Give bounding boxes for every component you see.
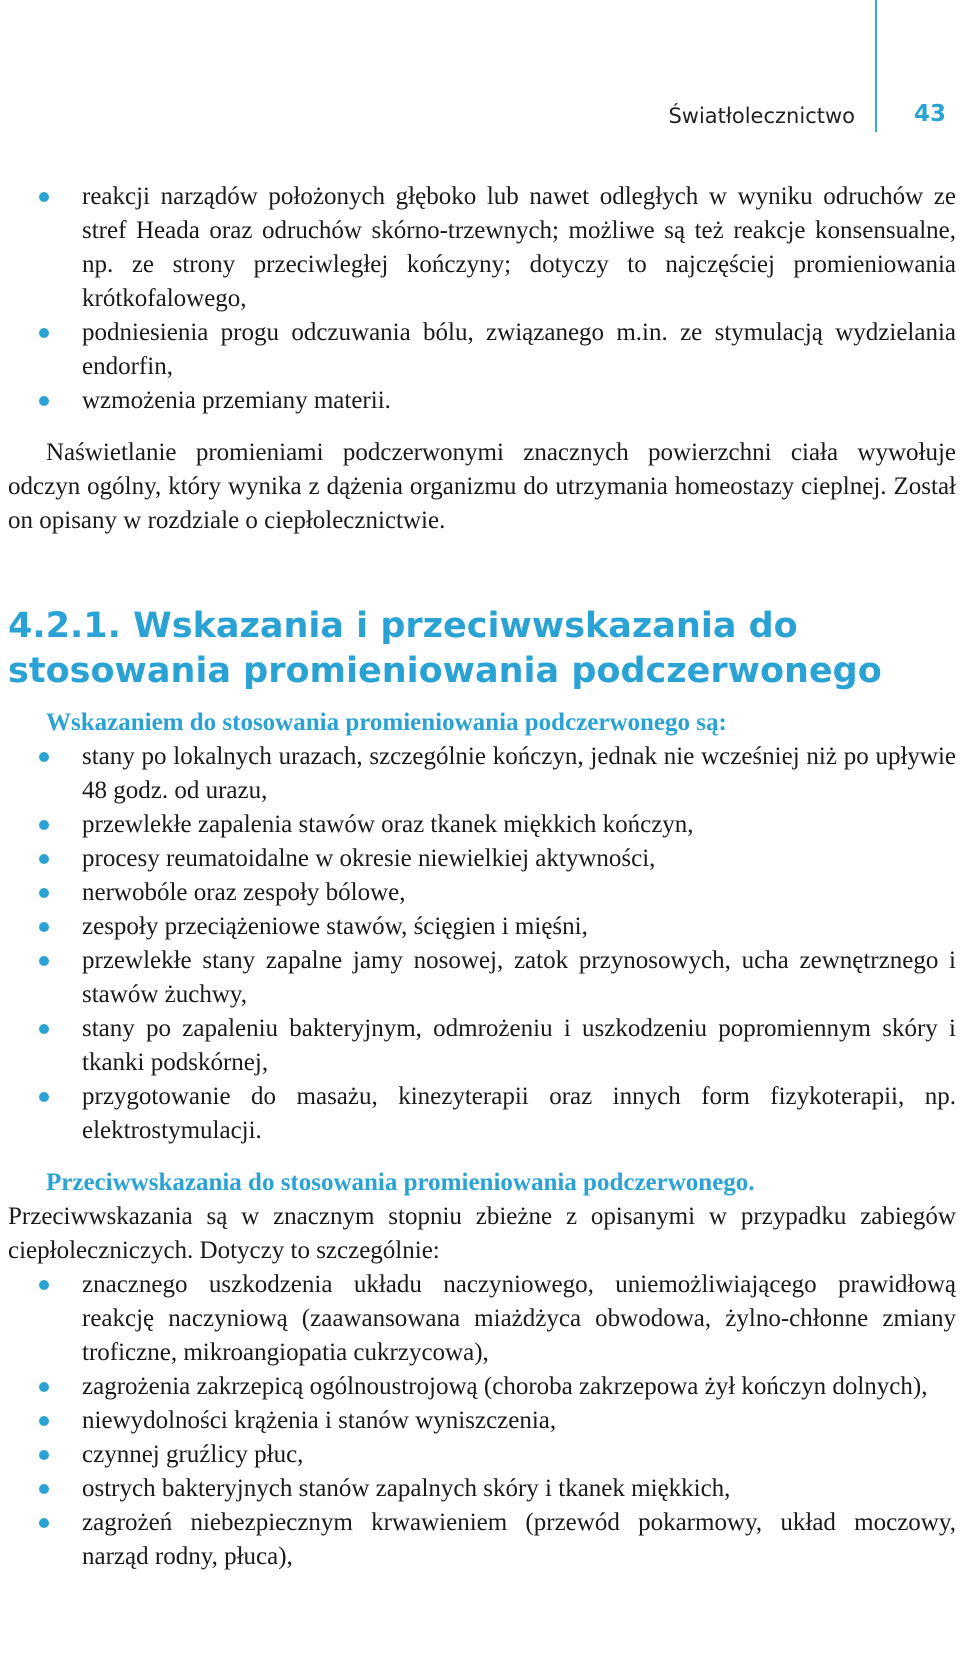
list-item: stany po lokalnych urazach, szczególnie kończyn, jednak nie wcześniej niż po upływie 48 godz. od urazu,	[8, 740, 956, 808]
bullet-icon	[39, 854, 49, 864]
list-item: ostrych bakteryjnych stanów zapalnych skóry i tkanek miękkich,	[8, 1472, 956, 1506]
bullet-icon	[39, 820, 49, 830]
bullet-icon	[39, 1484, 49, 1494]
bullet-icon	[39, 1092, 49, 1102]
list-item: stany po zapaleniu bakteryjnym, odmrożeniu i uszkodzeniu popromiennym skóry i tkanki podskórnej,	[8, 1012, 956, 1080]
section-heading	[8, 604, 956, 694]
list-item: wzmożenia przemiany materii.	[8, 384, 956, 418]
running-header	[0, 100, 960, 140]
list-item: przygotowanie do masażu, kinezyterapii oraz innych form fizykoterapii, np. elektrostymulacji.	[8, 1080, 956, 1148]
contraindications-heading: Przeciwwskazania do stosowania promieniowania podczerwonego.	[46, 1169, 755, 1196]
bullet-icon	[39, 1382, 49, 1392]
list-item: nerwobóle oraz zespoły bólowe,	[8, 876, 956, 910]
section-title: Wskazania i przeciwwskazania do stosowania promieniowania podczerwonego	[8, 606, 882, 691]
intro-list	[8, 180, 956, 418]
indications-list	[8, 740, 956, 1148]
bullet-icon	[39, 396, 49, 406]
list-item: procesy reumatoidalne w okresie niewielkiej aktywności,	[8, 842, 956, 876]
list-item: zespoły przeciążeniowe stawów, ścięgien i mięśni,	[8, 910, 956, 944]
list-item: przewlekłe zapalenia stawów oraz tkanek miękkich kończyn,	[8, 808, 956, 842]
bullet-icon	[39, 922, 49, 932]
bullet-icon	[39, 192, 49, 202]
list-item: niewydolności krążenia i stanów wyniszczenia,	[8, 1404, 956, 1438]
body-paragraph: Naświetlanie promieniami podczerwonymi znacznych powierzchni ciała wywołuje odczyn ogólny, który wynika z dążenia organizmu do utrzymania homeostazy cieplnej. Został on opisany w rozdziale o ciepłolecznictwie.	[8, 439, 956, 534]
list-item: zagrożeń niebezpiecznym krwawieniem (przewód pokarmowy, układ moczowy, narząd rodny, płuca),	[8, 1506, 956, 1574]
contraindications-intro: Przeciwwskazania są w znacznym stopniu zbieżne z opisanymi w przypadku zabiegów ciepłoleczniczych. Dotyczy to szczególnie:	[8, 1203, 956, 1264]
header-divider	[875, 0, 877, 132]
page-content	[8, 180, 956, 1574]
list-item: czynnej gruźlicy płuc,	[8, 1438, 956, 1472]
indications-heading: Wskazaniem do stosowania promieniowania podczerwonego są:	[46, 709, 727, 736]
list-item: zagrożenia zakrzepicą ogólnoustrojową (choroba zakrzepowa żył kończyn dolnych),	[8, 1370, 956, 1404]
bullet-icon	[39, 1024, 49, 1034]
page-number: 43	[913, 101, 946, 127]
list-item: przewlekłe stany zapalne jamy nosowej, zatok przynosowych, ucha zewnętrznego i stawów żuchwy,	[8, 944, 956, 1012]
bullet-icon	[39, 888, 49, 898]
list-item: podniesienia progu odczuwania bólu, związanego m.in. ze stymulacją wydzielania endorfin,	[8, 316, 956, 384]
contraindications-list	[8, 1268, 956, 1574]
list-item: znacznego uszkodzenia układu naczyniowego, uniemożliwiającego prawidłową reakcję naczyniową (zaawansowana miażdżyca obwodowa, żylno-chłonne zmiany troficzne, mikroangiopatia cukrzycowa),	[8, 1268, 956, 1370]
bullet-icon	[39, 956, 49, 966]
running-header-title: Światłolecznictwo	[668, 104, 855, 128]
bullet-icon	[39, 1450, 49, 1460]
list-item: reakcji narządów położonych głęboko lub nawet odległych w wyniku odruchów ze stref Heada oraz odruchów skórno-trzewnych; możliwe są też reakcje konsensualne, np. ze strony przeciwległej kończyny; dotyczy to najczęściej promieniowania krótkofalowego,	[8, 180, 956, 316]
bullet-icon	[39, 1518, 49, 1528]
bullet-icon	[39, 328, 49, 338]
bullet-icon	[39, 1416, 49, 1426]
bullet-icon	[39, 1280, 49, 1290]
section-number: 4.2.1.	[8, 606, 121, 646]
bullet-icon	[39, 752, 49, 762]
